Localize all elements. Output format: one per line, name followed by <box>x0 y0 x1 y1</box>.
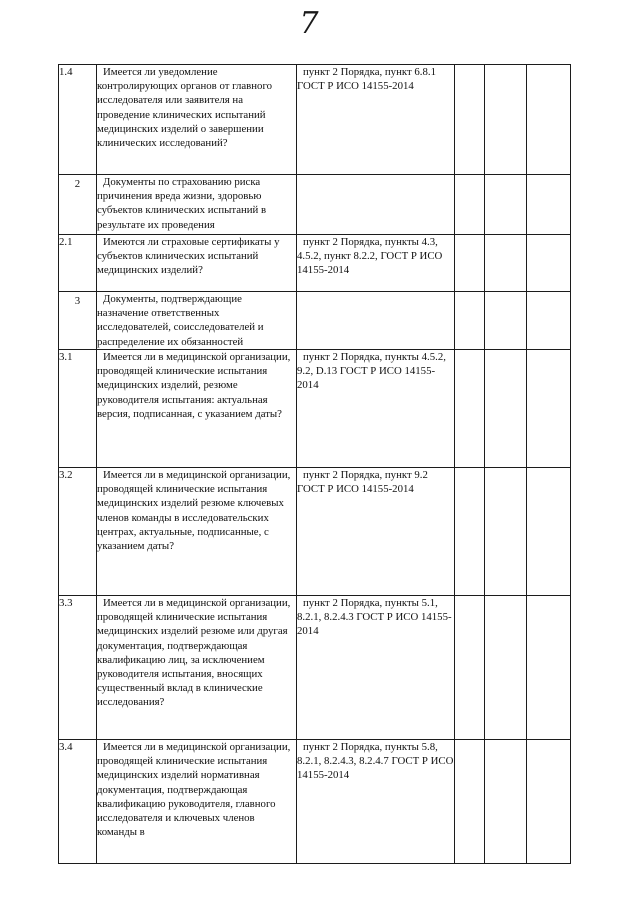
row-reference: пункт 2 Порядка, пункт 9.2 ГОСТ Р ИСО 14155-2014 <box>297 468 455 596</box>
empty-cell <box>455 292 485 350</box>
section-number: 3 <box>59 292 97 350</box>
empty-cell <box>485 235 527 292</box>
section-title: Документы по страхованию риска причинения вреда жизни, здоровью субъектов клинических испытаний в результате их проведения <box>97 175 297 235</box>
empty-cell <box>527 740 571 864</box>
empty-cell <box>485 292 527 350</box>
empty-cell <box>455 235 485 292</box>
empty-cell <box>485 740 527 864</box>
row-reference: пункт 2 Порядка, пункт 6.8.1 ГОСТ Р ИСО 14155-2014 <box>297 65 455 175</box>
empty-cell <box>485 65 527 175</box>
row-number: 3.2 <box>59 468 97 596</box>
empty-cell <box>485 175 527 235</box>
row-number: 2.1 <box>59 235 97 292</box>
empty-cell <box>527 65 571 175</box>
table-row <box>59 596 571 740</box>
row-number: 3.1 <box>59 350 97 468</box>
empty-cell <box>455 175 485 235</box>
row-question: Имеется ли в медицинской организации, проводящей клинические испытания медицинских изделий, резюме руководителя испытания: актуальная версия, подписанная, с указанием даты? <box>97 350 297 468</box>
table-row <box>59 350 571 468</box>
empty-cell <box>527 350 571 468</box>
empty-cell <box>455 65 485 175</box>
checklist-table <box>58 64 571 864</box>
row-question: Имеются ли страховые сертификаты у субъектов клинических испытаний медицинских изделий? <box>97 235 297 292</box>
empty-cell <box>455 596 485 740</box>
row-question: Имеется ли уведомление контролирующих органов от главного исследователя или заявителя на проведение клинических испытаний медицинских изделий о завершении клинических исследований? <box>97 65 297 175</box>
empty-cell <box>485 596 527 740</box>
row-number: 3.3 <box>59 596 97 740</box>
table-row <box>59 65 571 175</box>
section-number: 2 <box>59 175 97 235</box>
row-reference: пункт 2 Порядка, пункты 5.8, 8.2.1, 8.2.4.3, 8.2.4.7 ГОСТ Р ИСО 14155-2014 <box>297 740 455 864</box>
table-row <box>59 740 571 864</box>
row-reference: пункт 2 Порядка, пункты 4.5.2, 9.2, D.13 ГОСТ Р ИСО 14155-2014 <box>297 350 455 468</box>
empty-cell <box>527 235 571 292</box>
table-row <box>59 292 571 350</box>
empty-cell <box>527 175 571 235</box>
row-reference: пункт 2 Порядка, пункты 4.3, 4.5.2, пункт 8.2.2, ГОСТ Р ИСО 14155-2014 <box>297 235 455 292</box>
empty-cell <box>455 350 485 468</box>
empty-cell <box>527 596 571 740</box>
empty-cell <box>527 292 571 350</box>
table-row <box>59 468 571 596</box>
table-row <box>59 235 571 292</box>
table-row <box>59 175 571 235</box>
row-number: 3.4 <box>59 740 97 864</box>
row-question: Имеется ли в медицинской организации, проводящей клинические испытания медицинских изделий резюме или другая документация, подтверждающая квалификацию лиц, за исключением руководителя испытания, вносящих существенный вклад в клинические исследования? <box>97 596 297 740</box>
empty-cell <box>527 468 571 596</box>
row-question: Имеется ли в медицинской организации, проводящей клинические испытания медицинских изделий резюме ключевых членов команды в исследовательских центрах, актуальные, подписанные, с указанием даты? <box>97 468 297 596</box>
empty-cell <box>455 740 485 864</box>
section-title: Документы, подтверждающие назначение ответственных исследователей, соисследователей и распределение их обязанностей <box>97 292 297 350</box>
empty-cell <box>455 468 485 596</box>
row-reference <box>297 175 455 235</box>
row-reference: пункт 2 Порядка, пункты 5.1, 8.2.1, 8.2.4.3 ГОСТ Р ИСО 14155-2014 <box>297 596 455 740</box>
empty-cell <box>485 468 527 596</box>
row-number: 1.4 <box>59 65 97 175</box>
row-question: Имеется ли в медицинской организации, проводящей клинические испытания медицинских изделий нормативная документация, подтверждающая квалификацию руководителя, главного исследователя и ключевых членов команды в <box>97 740 297 864</box>
row-reference <box>297 292 455 350</box>
empty-cell <box>485 350 527 468</box>
page-number: 7 <box>299 6 319 41</box>
